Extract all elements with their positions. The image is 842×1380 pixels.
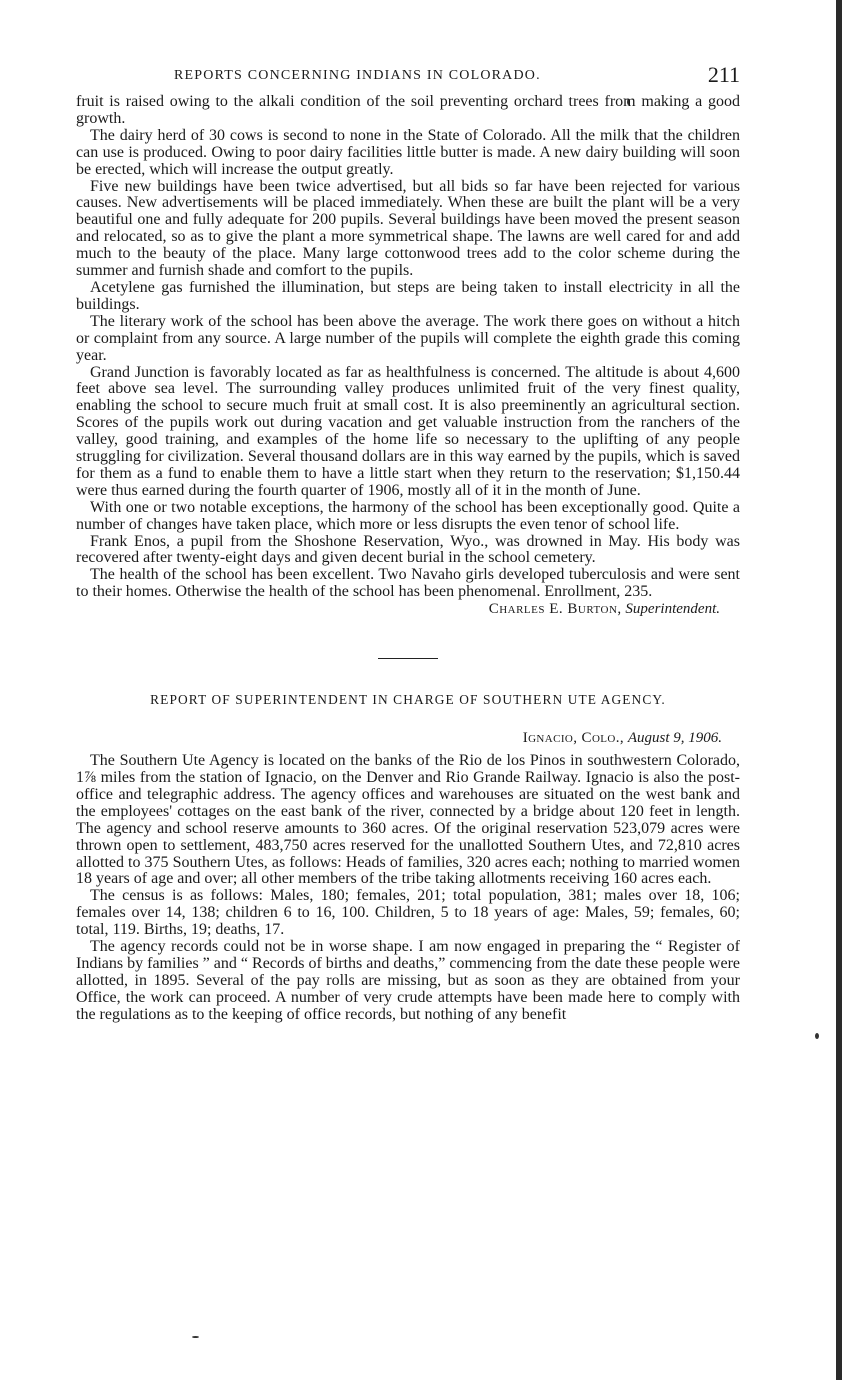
paragraph: Five new buildings have been twice advertised, but all bids so far have been rejected for various causes. New advertisements will be placed immediately. When these are built the plant will be a very beautiful one and fully adequate for 200 pupils. Several buildings have been moved the present season and relocated, so as to give the plant a more symmetrical shape. The lawns are well cared for and add much to the beauty of the place. Many large cottonwood trees add to the color scheme during the summer and furnish shade and comfort to the pupils. (76, 177, 740, 280)
signature-name: Charles E. Burton, (488, 601, 622, 618)
dateline (76, 730, 740, 747)
first-report-body (76, 94, 740, 601)
section-divider (378, 658, 438, 659)
paragraph: Frank Enos, a pupil from the Shoshone Reservation, Wyo., was drowned in May. His body was recovered after twenty-eight days and given decent burial in the school cemetery. (76, 532, 740, 567)
signature (76, 601, 740, 618)
dateline-date: August 9, 1906. (627, 730, 722, 747)
paragraph: Acetylene gas furnished the illumination, but steps are being taken to install electricity in all the buildings. (76, 278, 740, 313)
ink-speck (192, 1336, 199, 1338)
page-header (76, 62, 740, 94)
paragraph: The health of the school has been excellent. Two Navaho girls developed tuberculosis and were sent to their homes. Otherwise the health of the school has been phenomenal. Enrollment, 235. (76, 566, 740, 601)
paragraph: The census is as follows: Males, 180; females, 201; total population, 381; males over 18, 106; females over 14, 138; children 6 to 16, 100. Children, 5 to 18 years of age: Males, 59; females, 60; total, 119. Births, 19; deaths, 17. (76, 887, 740, 939)
page-number: 211 (707, 62, 740, 87)
page (76, 62, 740, 1024)
paragraph: Grand Junction is favorably located as far as healthfulness is concerned. The altitude is about 4,600 feet above sea level. The surrounding valley produces unlimited fruit of the very finest quality, enabling the school to secure much fruit at small cost. It is also preeminently an agricultural section. Scores of the pupils work out during vacation and get valuable instruction from the ranchers of the valley, good training, and examples of the home life so necessary to the uplifting of any people struggling for civilization. Several thousand dollars are in this way earned by the pupils, which is saved for them as a fund to enable them to have a little start when they return to the reservation; $1,150.44 were thus earned during the fourth quarter of 1906, mostly all of it in the month of June. (76, 363, 740, 499)
paragraph: The agency records could not be in worse shape. I am now engaged in preparing the “ Register of Indians by families ” and “ Records of births and deaths,” commencing from the date these people were allotted, in 1895. Several of the pay rolls are missing, but as soon as they are obtained from your Office, the work can proceed. A number of very crude attempts have been made here to comply with the regulations as to the keeping of office records, but nothing of any benefit (76, 938, 740, 1023)
paragraph: The dairy herd of 30 cows is second to none in the State of Colorado. All the milk that the children can use is produced. Owing to poor dairy facilities little butter is made. A new dairy building will soon be erected, which will increase the output greatly. (76, 126, 740, 178)
second-report-body (76, 753, 740, 1024)
running-head: REPORTS CONCERNING INDIANS IN COLORADO. (174, 68, 541, 83)
section-title: REPORT OF SUPERINTENDENT IN CHARGE OF SOUTHERN UTE AGENCY. (150, 692, 666, 708)
paragraph: The literary work of the school has been above the average. The work there goes on without a hitch or complaint from any source. A large number of the pupils will complete the eighth grade this coming year. (76, 312, 740, 364)
signature-title: Superintendent. (625, 601, 720, 618)
dateline-place: Ignacio, Colo., (522, 730, 625, 747)
paragraph: The Southern Ute Agency is located on the banks of the Rio de los Pinos in southwestern Colorado, 1⅞ miles from the station of Ignacio, on the Denver and Rio Grande Railway. Ignacio is also the post-office and telegraphic address. The agency offices and warehouses are situated on the west bank and the employees' cottages on the east bank of the river, connected by a bridge about 120 feet in length. The agency and school reserve amounts to 360 acres. Of the original reservation 523,079 acres were thrown open to settlement, 483,750 acres reserved for the unallotted Southern Utes, and 72,810 acres allotted to 375 Southern Utes, as follows: Heads of families, 320 acres each; nothing to married women 18 years of age and over; all other members of the tribe taking allotments receiving 160 acres each. (76, 752, 740, 888)
paragraph: With one or two notable exceptions, the harmony of the school has been exceptionally good. Quite a number of changes have taken place, which more or less disrupts the even tenor of school life. (76, 498, 740, 533)
scan-border (836, 0, 842, 1380)
ink-speck (815, 1033, 819, 1039)
paragraph: fruit is raised owing to the alkali condition of the soil preventing orchard trees from making a good growth. (76, 93, 740, 127)
